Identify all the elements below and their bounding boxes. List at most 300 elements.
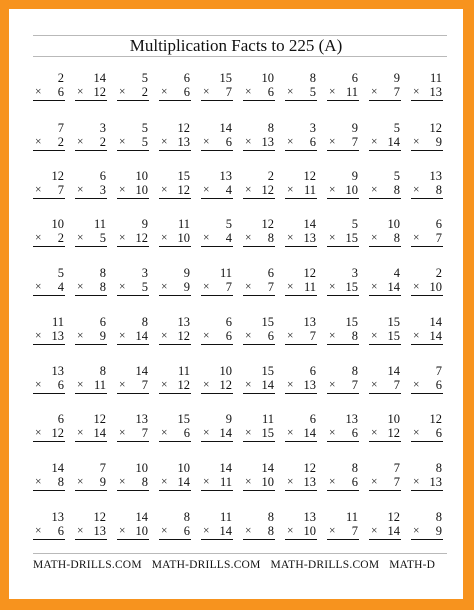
multiplicand: 13 (51, 510, 64, 524)
multiplier-line (75, 85, 107, 101)
multiplicand: 15 (177, 169, 190, 183)
multiplication-problem (411, 71, 443, 105)
multiplicand: 14 (51, 461, 64, 475)
multiplier: 6 (57, 85, 64, 99)
multiplier: 14 (93, 426, 106, 440)
multiplicand: 10 (387, 217, 400, 231)
multiplier: 7 (393, 85, 400, 99)
multiplier: 9 (99, 475, 106, 489)
multiplication-problem (243, 266, 275, 300)
multiplier-line (201, 183, 233, 199)
multiplicand: 9 (351, 121, 358, 135)
times-sign: × (245, 136, 252, 148)
multiplication-problem (117, 217, 149, 251)
multiplier-line (327, 524, 359, 540)
multiplication-problem (243, 510, 275, 544)
multiplication-problem (327, 461, 359, 495)
multiplication-problem (285, 315, 317, 349)
multiplier: 8 (435, 183, 442, 197)
multiplicand: 5 (393, 121, 400, 135)
multiplication-problem (33, 364, 65, 398)
footer-brand-label: MATH-D (389, 559, 436, 571)
multiplier: 10 (135, 183, 148, 197)
times-sign: × (287, 281, 294, 293)
multiplier: 14 (387, 524, 400, 538)
multiplier-line (369, 280, 401, 296)
times-sign: × (35, 525, 42, 537)
multiplier-line (201, 280, 233, 296)
times-sign: × (413, 525, 420, 537)
multiplier-line (33, 85, 65, 101)
times-sign: × (329, 525, 336, 537)
problem-row (9, 217, 463, 251)
multiplier: 13 (51, 329, 64, 343)
multiplier-line (75, 329, 107, 345)
multiplier: 11 (345, 85, 358, 99)
multiplier-line (327, 231, 359, 247)
multiplier: 6 (225, 135, 232, 149)
multiplication-problem (201, 71, 233, 105)
multiplication-problem (285, 71, 317, 105)
multiplication-problem (243, 461, 275, 495)
multiplication-problem (33, 315, 65, 349)
multiplicand: 13 (303, 510, 316, 524)
multiplicand: 8 (435, 461, 442, 475)
multiplier: 7 (435, 231, 442, 245)
multiplication-problem (201, 217, 233, 251)
times-sign: × (35, 476, 42, 488)
multiplicand: 5 (225, 217, 232, 231)
multiplication-problem (159, 364, 191, 398)
multiplier-line (33, 329, 65, 345)
times-sign: × (287, 330, 294, 342)
multiplicand: 6 (57, 412, 64, 426)
multiplication-problem (33, 121, 65, 155)
multiplier: 6 (351, 426, 358, 440)
multiplier: 8 (267, 231, 274, 245)
multiplication-problem (33, 461, 65, 495)
multiplication-problem (159, 266, 191, 300)
footer-brand-label: MATH-DRILLS.COM (33, 559, 142, 571)
times-sign: × (203, 476, 210, 488)
multiplier-line (243, 231, 275, 247)
multiplier: 11 (219, 475, 232, 489)
multiplier: 7 (393, 475, 400, 489)
times-sign: × (245, 476, 252, 488)
multiplicand: 6 (267, 266, 274, 280)
times-sign: × (119, 330, 126, 342)
multiplication-problem (369, 364, 401, 398)
multiplier-line (75, 231, 107, 247)
multiplication-problem (411, 217, 443, 251)
times-sign: × (77, 281, 84, 293)
multiplier: 14 (177, 475, 190, 489)
multiplicand: 14 (261, 461, 274, 475)
multiplier-line (243, 85, 275, 101)
times-sign: × (161, 476, 168, 488)
multiplier-line (369, 329, 401, 345)
multiplication-problem (159, 121, 191, 155)
multiplier-line (117, 231, 149, 247)
multiplicand: 10 (261, 71, 274, 85)
multiplication-problem (327, 412, 359, 446)
multiplication-problem (285, 364, 317, 398)
multiplier: 5 (99, 231, 106, 245)
times-sign: × (329, 232, 336, 244)
multiplicand: 6 (225, 315, 232, 329)
multiplicand: 8 (267, 510, 274, 524)
multiplier: 13 (303, 231, 316, 245)
multiplicand: 3 (351, 266, 358, 280)
multiplier: 14 (261, 378, 274, 392)
multiplicand: 11 (429, 71, 442, 85)
multiplication-problem (327, 169, 359, 203)
multiplicand: 13 (219, 169, 232, 183)
times-sign: × (329, 330, 336, 342)
times-sign: × (203, 427, 210, 439)
multiplier-line (369, 475, 401, 491)
multiplication-problem (201, 412, 233, 446)
times-sign: × (245, 330, 252, 342)
multiplier: 10 (429, 280, 442, 294)
problem-row (9, 71, 463, 105)
multiplier-line (75, 426, 107, 442)
times-sign: × (35, 136, 42, 148)
multiplier: 6 (57, 524, 64, 538)
multiplier-line (117, 329, 149, 345)
multiplicand: 12 (177, 121, 190, 135)
times-sign: × (161, 379, 168, 391)
times-sign: × (371, 379, 378, 391)
multiplier-line (117, 378, 149, 394)
multiplier: 7 (141, 426, 148, 440)
multiplier: 12 (93, 85, 106, 99)
multiplier-line (369, 378, 401, 394)
multiplier-line (369, 85, 401, 101)
multiplication-problem (243, 71, 275, 105)
multiplier: 6 (267, 329, 274, 343)
multiplicand: 8 (183, 510, 190, 524)
multiplicand: 11 (51, 315, 64, 329)
times-sign: × (287, 232, 294, 244)
multiplication-problem (75, 510, 107, 544)
times-sign: × (203, 379, 210, 391)
multiplier-line (285, 524, 317, 540)
multiplier: 6 (183, 426, 190, 440)
multiplier: 8 (141, 475, 148, 489)
multiplier: 14 (429, 329, 442, 343)
times-sign: × (371, 525, 378, 537)
multiplicand: 15 (387, 315, 400, 329)
multiplier-line (285, 426, 317, 442)
multiplier-line (159, 378, 191, 394)
multiplicand: 11 (93, 217, 106, 231)
multiplication-problem (369, 121, 401, 155)
multiplication-problem (369, 315, 401, 349)
multiplier-line (33, 183, 65, 199)
times-sign: × (77, 136, 84, 148)
multiplier: 6 (267, 85, 274, 99)
multiplier: 2 (99, 135, 106, 149)
multiplicand: 12 (93, 510, 106, 524)
multiplicand: 3 (309, 121, 316, 135)
times-sign: × (287, 525, 294, 537)
multiplier: 9 (99, 329, 106, 343)
multiplier: 12 (51, 426, 64, 440)
multiplicand: 13 (51, 364, 64, 378)
multiplicand: 7 (393, 461, 400, 475)
multiplication-problem (201, 266, 233, 300)
multiplier: 6 (351, 475, 358, 489)
multiplication-problem (285, 412, 317, 446)
multiplication-problem (411, 461, 443, 495)
multiplication-problem (75, 217, 107, 251)
multiplication-problem (33, 71, 65, 105)
multiplicand: 4 (393, 266, 400, 280)
times-sign: × (371, 427, 378, 439)
multiplier-line (159, 524, 191, 540)
times-sign: × (119, 184, 126, 196)
multiplier: 15 (387, 329, 400, 343)
multiplication-problem (75, 315, 107, 349)
multiplicand: 2 (57, 71, 64, 85)
multiplicand: 13 (429, 169, 442, 183)
multiplier: 2 (57, 135, 64, 149)
multiplicand: 15 (261, 315, 274, 329)
multiplier-line (411, 135, 443, 151)
multiplication-problem (201, 461, 233, 495)
times-sign: × (413, 330, 420, 342)
multiplication-problem (117, 510, 149, 544)
multiplicand: 14 (219, 461, 232, 475)
multiplicand: 8 (267, 121, 274, 135)
multiplier: 10 (261, 475, 274, 489)
multiplier-line (243, 280, 275, 296)
times-sign: × (161, 232, 168, 244)
multiplier-line (33, 135, 65, 151)
multiplicand: 12 (51, 169, 64, 183)
multiplier-line (327, 85, 359, 101)
multiplier-line (117, 524, 149, 540)
times-sign: × (119, 281, 126, 293)
times-sign: × (203, 232, 210, 244)
multiplicand: 13 (345, 412, 358, 426)
multiplier-line (369, 135, 401, 151)
times-sign: × (287, 136, 294, 148)
multiplier-line (75, 280, 107, 296)
multiplier: 7 (225, 85, 232, 99)
multiplicand: 5 (141, 121, 148, 135)
multiplicand: 9 (351, 169, 358, 183)
problem-row (9, 364, 463, 398)
problem-row (9, 266, 463, 300)
times-sign: × (161, 136, 168, 148)
multiplicand: 10 (51, 217, 64, 231)
times-sign: × (119, 136, 126, 148)
multiplier-line (159, 231, 191, 247)
multiplication-problem (159, 217, 191, 251)
multiplication-problem (159, 461, 191, 495)
multiplier-line (327, 426, 359, 442)
multiplier: 12 (177, 378, 190, 392)
footer-brand-label: MATH-DRILLS.COM (270, 559, 380, 571)
footer-rule (33, 553, 447, 554)
multiplicand: 6 (99, 315, 106, 329)
multiplicand: 6 (99, 169, 106, 183)
multiplication-problem (369, 169, 401, 203)
multiplication-problem (369, 217, 401, 251)
times-sign: × (287, 427, 294, 439)
multiplier-line (411, 85, 443, 101)
multiplication-problem (117, 169, 149, 203)
multiplier-line (327, 183, 359, 199)
multiplier-line (369, 426, 401, 442)
times-sign: × (371, 330, 378, 342)
multiplier-line (33, 280, 65, 296)
multiplier-line (201, 426, 233, 442)
multiplier: 6 (225, 329, 232, 343)
multiplier: 4 (57, 280, 64, 294)
multiplicand: 8 (351, 364, 358, 378)
times-sign: × (371, 281, 378, 293)
multiplicand: 5 (351, 217, 358, 231)
multiplication-problem (327, 315, 359, 349)
multiplier-line (117, 85, 149, 101)
multiplier-line (33, 231, 65, 247)
multiplication-problem (327, 266, 359, 300)
multiplicand: 6 (435, 217, 442, 231)
multiplier-line (369, 524, 401, 540)
multiplier: 13 (177, 135, 190, 149)
multiplication-problem (201, 364, 233, 398)
multiplier-line (159, 280, 191, 296)
multiplicand: 6 (309, 412, 316, 426)
times-sign: × (371, 184, 378, 196)
multiplier: 4 (225, 231, 232, 245)
multiplier-line (201, 475, 233, 491)
times-sign: × (77, 86, 84, 98)
multiplication-problem (201, 315, 233, 349)
multiplier-line (201, 135, 233, 151)
multiplier-line (243, 475, 275, 491)
multiplier: 7 (267, 280, 274, 294)
multiplier-line (369, 183, 401, 199)
times-sign: × (371, 476, 378, 488)
multiplier: 2 (57, 231, 64, 245)
multiplier-line (285, 183, 317, 199)
times-sign: × (161, 525, 168, 537)
multiplicand: 7 (435, 364, 442, 378)
multiplier: 8 (57, 475, 64, 489)
times-sign: × (161, 184, 168, 196)
multiplication-problem (33, 217, 65, 251)
times-sign: × (371, 232, 378, 244)
multiplier: 12 (177, 183, 190, 197)
multiplication-problem (285, 510, 317, 544)
multiplicand: 12 (303, 266, 316, 280)
multiplication-problem (369, 461, 401, 495)
times-sign: × (329, 379, 336, 391)
multiplication-problem (159, 315, 191, 349)
multiplier-line (117, 183, 149, 199)
problem-row (9, 412, 463, 446)
multiplicand: 12 (387, 510, 400, 524)
multiplier: 2 (141, 85, 148, 99)
times-sign: × (77, 184, 84, 196)
times-sign: × (35, 232, 42, 244)
multiplicand: 3 (141, 266, 148, 280)
multiplier-line (117, 426, 149, 442)
multiplier: 13 (429, 85, 442, 99)
multiplication-problem (75, 121, 107, 155)
multiplicand: 14 (135, 510, 148, 524)
times-sign: × (413, 232, 420, 244)
multiplication-problem (327, 71, 359, 105)
multiplier: 11 (303, 183, 316, 197)
multiplicand: 12 (303, 169, 316, 183)
multiplication-problem (201, 121, 233, 155)
times-sign: × (119, 232, 126, 244)
multiplicand: 6 (351, 71, 358, 85)
multiplier-line (243, 524, 275, 540)
multiplier-line (327, 135, 359, 151)
multiplicand: 12 (429, 121, 442, 135)
multiplication-problem (33, 266, 65, 300)
multiplication-problem (75, 169, 107, 203)
multiplication-problem (159, 412, 191, 446)
multiplier: 7 (57, 183, 64, 197)
multiplier: 14 (303, 426, 316, 440)
multiplier: 12 (261, 183, 274, 197)
multiplicand: 9 (141, 217, 148, 231)
multiplier: 8 (393, 183, 400, 197)
multiplier: 15 (345, 231, 358, 245)
multiplier-line (75, 378, 107, 394)
multiplier: 6 (183, 85, 190, 99)
multiplier-line (201, 378, 233, 394)
multiplier: 11 (303, 280, 316, 294)
multiplicand: 10 (387, 412, 400, 426)
multiplier-line (285, 329, 317, 345)
multiplication-problem (327, 510, 359, 544)
multiplicand: 5 (393, 169, 400, 183)
multiplicand: 9 (393, 71, 400, 85)
times-sign: × (161, 281, 168, 293)
times-sign: × (371, 136, 378, 148)
multiplicand: 12 (429, 412, 442, 426)
multiplier: 7 (351, 524, 358, 538)
multiplier-line (411, 378, 443, 394)
multiplier-line (159, 475, 191, 491)
multiplicand: 14 (219, 121, 232, 135)
multiplication-problem (411, 121, 443, 155)
times-sign: × (203, 86, 210, 98)
times-sign: × (245, 525, 252, 537)
multiplier: 13 (429, 475, 442, 489)
multiplication-problem (327, 217, 359, 251)
multiplicand: 11 (177, 364, 190, 378)
times-sign: × (413, 476, 420, 488)
multiplier: 13 (303, 475, 316, 489)
multiplier: 6 (435, 378, 442, 392)
times-sign: × (245, 184, 252, 196)
multiplication-problem (243, 364, 275, 398)
multiplication-problem (243, 412, 275, 446)
multiplication-problem (33, 510, 65, 544)
times-sign: × (203, 281, 210, 293)
multiplier: 7 (225, 280, 232, 294)
times-sign: × (329, 86, 336, 98)
